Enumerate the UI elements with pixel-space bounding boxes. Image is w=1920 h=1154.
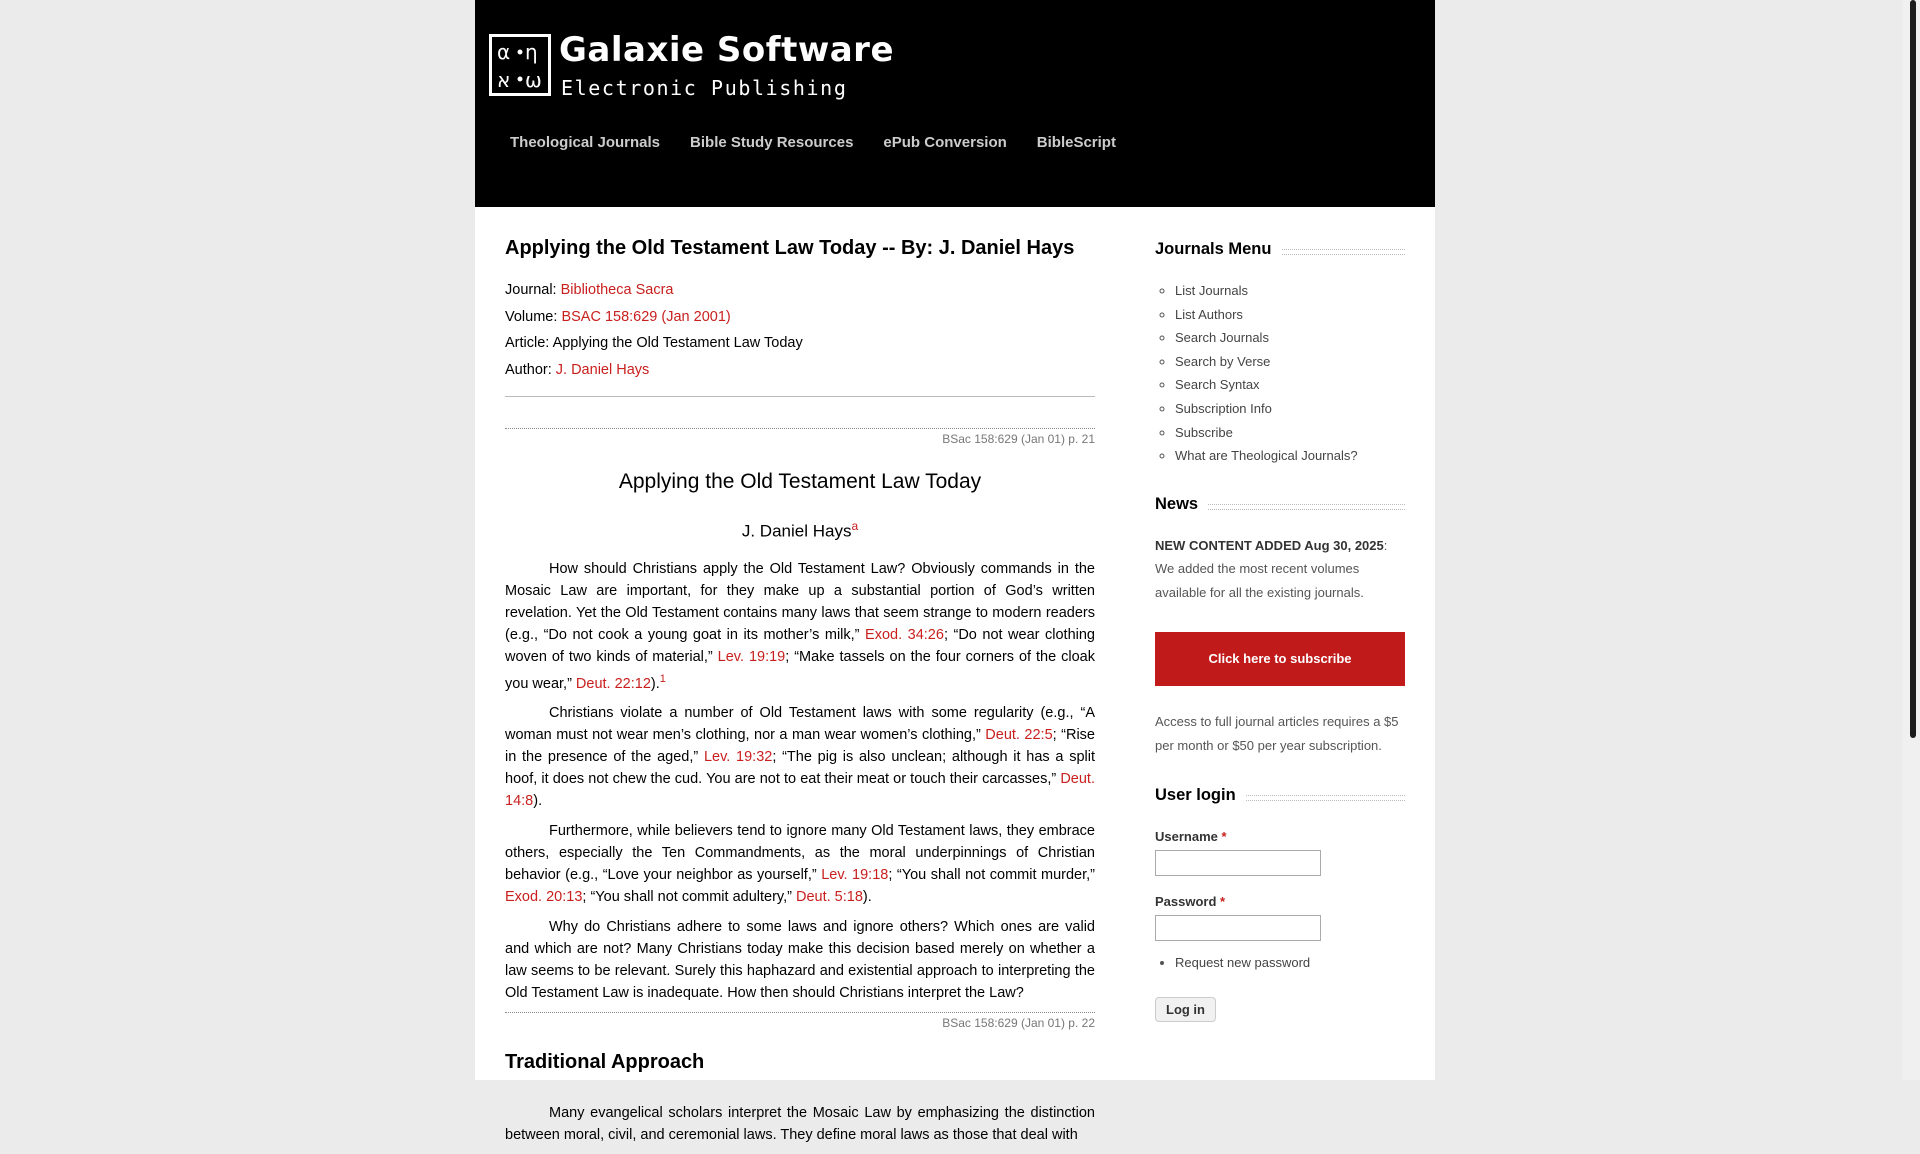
text: ). <box>533 793 543 810</box>
section-heading: Traditional Approach <box>505 1051 705 1074</box>
scripture-link[interactable]: Deut. 5:18 <box>795 889 863 906</box>
paragraph-4: Why do Christians adhere to some laws and ignore others? Which ones are valid and which are not? Many Christians today make this decision based merely on whether a law seems to be relevant. Surely this haphazard and existential approach to interpreting the Old Testament Law is inadequate. How then should Christians interpret the Law? <box>505 919 1095 1002</box>
site-header <box>475 0 1435 207</box>
news-item <box>1155 534 1405 605</box>
label-text: Password <box>1155 894 1217 910</box>
label-text: Username <box>1155 829 1218 845</box>
password-label <box>1155 894 1405 909</box>
text: ; “Rise in the presence of the aged,” <box>505 727 1095 766</box>
username-label <box>1155 829 1405 844</box>
login-button[interactable]: Log in <box>1155 997 1216 1022</box>
menu-item-label[interactable]: Search Journals <box>1175 330 1269 346</box>
article-author <box>505 514 1095 544</box>
page-reference: BSac 158:629 (Jan 01) p. 22 <box>942 1016 1095 1031</box>
brand-name[interactable]: Galaxie Software <box>559 30 895 70</box>
galaxie-logo-icon[interactable] <box>489 34 551 96</box>
menu-item[interactable] <box>1175 397 1405 421</box>
svg-text:α: α <box>497 40 511 64</box>
volume-link[interactable]: BSAC 158:629 (Jan 2001) <box>561 308 731 325</box>
news-body: : We added the most recent volumes available for all the existing journals. <box>1155 537 1388 600</box>
author-footnote-link[interactable]: a <box>851 519 859 533</box>
menu-item-label[interactable]: Subscription Info <box>1175 400 1272 416</box>
text: ). <box>862 889 872 906</box>
required-mark: * <box>1220 894 1226 910</box>
journals-menu-title <box>1155 235 1405 265</box>
page-divider <box>505 428 1095 429</box>
meta-article <box>505 330 1095 357</box>
scripture-link[interactable]: Lev. 19:32 <box>703 749 773 766</box>
scrollbar[interactable] <box>1902 0 1920 1080</box>
subscribe-button[interactable]: Click here to subscribe <box>1155 632 1405 686</box>
text: ; “You shall not commit adultery,” <box>582 889 796 906</box>
page-divider <box>505 1012 1095 1013</box>
nav-bible-study-resources[interactable]: Bible Study Resources <box>690 134 854 151</box>
article-author-name: J. Daniel Hays <box>741 521 852 541</box>
menu-item-label[interactable]: Search Syntax <box>1175 377 1260 393</box>
svg-text:η: η <box>525 40 538 64</box>
text: ; “Make tassels on the four corners of the cloak you wear,” <box>505 648 1095 692</box>
news-headline: NEW CONTENT ADDED Aug 30, 2025 <box>1155 537 1384 553</box>
menu-item-label[interactable]: List Journals <box>1175 283 1248 298</box>
article-name: Applying the Old Testament Law Today <box>552 335 803 351</box>
text: Furthermore, while believers tend to ignore many Old Testament laws, they embrace others, especially the Ten Commandments, as the moral underpinnings of Christian behavior (e.g., “Love your neighbor as yourself,” <box>505 823 1095 884</box>
nav-theological-journals[interactable]: Theological Journals <box>510 134 661 151</box>
scripture-link[interactable]: Deut. 22:12 <box>575 675 651 692</box>
block-title-text: News <box>1155 495 1208 514</box>
journal-label: Journal: <box>505 282 557 298</box>
svg-text:א: א <box>497 68 511 92</box>
volume-label: Volume: <box>505 308 558 325</box>
text: ; “Do not wear clothing woven of two kinds of material,” <box>505 626 1095 665</box>
menu-item[interactable] <box>1175 279 1405 303</box>
page <box>475 0 1435 1144</box>
block-title-text: Journals Menu <box>1155 240 1281 259</box>
password-input[interactable] <box>1155 915 1321 941</box>
scripture-link[interactable]: Exod. 34:26 <box>865 626 944 643</box>
author-label: Author: <box>505 361 552 378</box>
user-login-title <box>1155 781 1405 811</box>
menu-item[interactable] <box>1175 373 1405 397</box>
username-input[interactable] <box>1155 850 1321 876</box>
scripture-link[interactable]: Lev. 19:18 <box>821 867 889 884</box>
login-links <box>1155 951 1405 975</box>
menu-item-label[interactable]: Search by Verse <box>1175 353 1271 369</box>
main-nav <box>510 133 1146 153</box>
journals-menu <box>1155 279 1405 468</box>
meta-author <box>505 357 1095 384</box>
scripture-link[interactable]: Lev. 19:19 <box>717 648 786 665</box>
menu-item[interactable] <box>1175 350 1405 374</box>
menu-item-label[interactable]: List Authors <box>1175 306 1243 322</box>
request-password-link[interactable]: Request new password <box>1175 955 1311 971</box>
paragraph-5: Many evangelical scholars interpret the Mosaic Law by emphasizing the distinction between moral, civil, and ceremonial laws. They define moral laws as those that deal with <box>505 1105 1095 1144</box>
scrollbar-thumb[interactable] <box>1910 0 1916 738</box>
text: Christians violate a number of Old Testament laws with some regularity (e.g., “A woman must not wear men’s clothing, nor a man wear women’s clothing,” <box>505 705 1095 744</box>
svg-text:ω: ω <box>525 68 542 92</box>
divider <box>505 396 1095 397</box>
news-title <box>1155 490 1405 520</box>
page-title: Applying the Old Testament Law Today -- By: J. Daniel Hays <box>505 237 1075 259</box>
text: How should Christians apply the Old Testament Law? Obviously commands in the Mosaic Law are important, for they make up a substantial portion of God’s written revelation. Yet the Old Testament contains many laws that seem strange to modern readers (e.g., “Do not cook a young goat in its mother’s milk,” <box>505 560 1095 643</box>
sidebar <box>1155 235 1405 1022</box>
access-info: Access to full journal articles requires a $5 per month or $50 per year subscription. <box>1155 714 1399 753</box>
article-label: Article: <box>505 335 550 351</box>
nav-epub-conversion[interactable]: ePub Conversion <box>883 134 1007 151</box>
required-mark: * <box>1221 829 1227 845</box>
text: ; “The pig is also unclean; although it has a split hoof, it does not chew the cud. You are not to eat their meat or touch their carcasses,” <box>505 749 1095 788</box>
nav-biblescript[interactable]: BibleScript <box>1036 134 1116 151</box>
text: ). <box>650 675 660 692</box>
paragraph-2 <box>505 702 1095 812</box>
scripture-link[interactable]: Exod. 20:13 <box>505 889 583 906</box>
author-link[interactable]: J. Daniel Hays <box>555 361 650 378</box>
brand-tagline: Electronic Publishing <box>561 76 848 100</box>
article-title: Applying the Old Testament Law Today <box>618 470 982 493</box>
meta-journal <box>505 277 1095 304</box>
request-password-item[interactable] <box>1175 951 1405 975</box>
menu-item[interactable] <box>1175 326 1405 350</box>
scripture-link[interactable]: Deut. 14:8 <box>505 771 1095 810</box>
main-content <box>505 233 1095 1154</box>
scripture-link[interactable]: Deut. 22:5 <box>985 727 1053 744</box>
page-reference: BSac 158:629 (Jan 01) p. 21 <box>942 432 1095 446</box>
meta-volume <box>505 304 1095 331</box>
block-title-text: User login <box>1155 786 1246 805</box>
menu-item-label[interactable]: Subscribe <box>1175 424 1233 440</box>
text: ; “You shall not commit murder,” <box>888 867 1095 884</box>
menu-item[interactable] <box>1175 303 1405 327</box>
paragraph-1 <box>505 558 1095 695</box>
journal-link[interactable]: Bibliotheca Sacra <box>560 282 674 298</box>
menu-item[interactable] <box>1175 421 1405 445</box>
paragraph-3 <box>505 820 1095 908</box>
menu-item[interactable] <box>1175 444 1405 468</box>
footnote-link[interactable]: 1 <box>659 672 666 685</box>
menu-item-label[interactable]: What are Theological Journals? <box>1175 448 1358 464</box>
